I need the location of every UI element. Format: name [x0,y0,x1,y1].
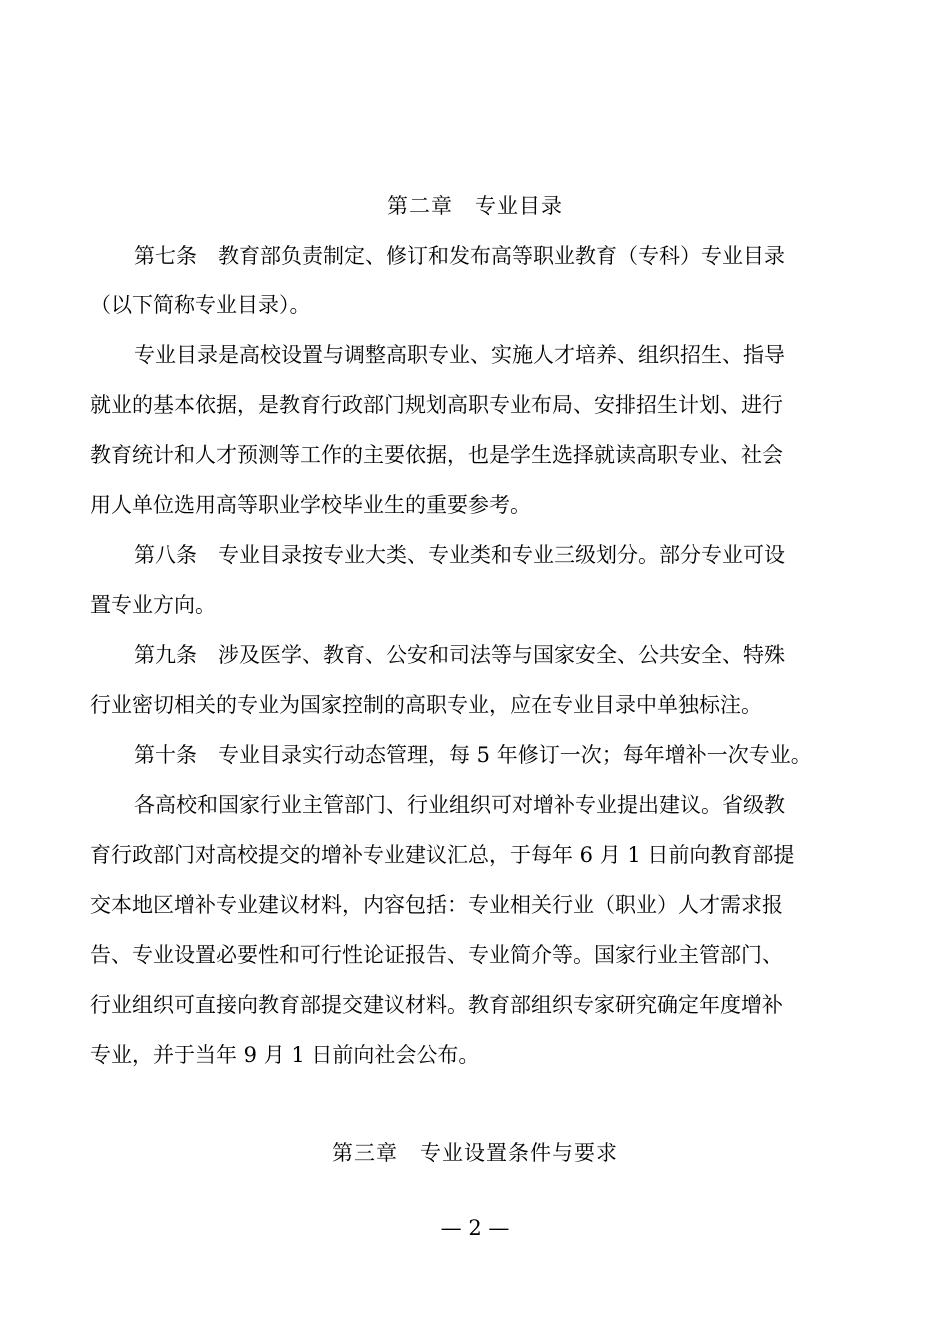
supplement-paragraph-line-5: 行业组织可直接向教育部提交建议材料。教育部组织专家研究确定年度增补 [90,993,783,1017]
chapter-3-heading: 第三章 专业设置条件与要求 [332,1141,618,1165]
chapter-2-heading: 第二章 专业目录 [387,194,563,218]
supplement-paragraph-line-3: 交本地区增补专业建议材料，内容包括：专业相关行业（职业）人才需求报 [90,893,783,917]
article-10-line-1: 第十条 专业目录实行动态管理，每 5 年修订一次；每年增补一次专业。 [134,743,812,767]
page-number: — 2 — [440,1216,510,1240]
catalog-paragraph-line-3: 教育统计和人才预测等工作的主要依据，也是学生选择就读高职专业、社会 [90,443,783,467]
catalog-paragraph-line-4: 用人单位选用高等职业学校毕业生的重要参考。 [90,493,531,517]
catalog-paragraph-line-2: 就业的基本依据，是教育行政部门规划高职专业布局、安排招生计划、进行 [90,393,783,417]
article-7-line-2: （以下简称专业目录）。 [90,293,311,317]
article-8-line-1: 第八条 专业目录按专业大类、专业类和专业三级划分。部分专业可设 [134,543,785,567]
article-8-line-2: 置专业方向。 [90,593,216,617]
article-7-line-1: 第七条 教育部负责制定、修订和发布高等职业教育（专科）专业目录 [134,244,785,268]
article-9-line-2: 行业密切相关的专业为国家控制的高职专业，应在专业目录中单独标注。 [90,693,762,717]
supplement-paragraph-line-4: 告、专业设置必要性和可行性论证报告、专业简介等。国家行业主管部门、 [90,943,783,967]
catalog-paragraph-line-1: 专业目录是高校设置与调整高职专业、实施人才培养、组织招生、指导 [134,343,785,367]
supplement-paragraph-line-2: 育行政部门对高校提交的增补专业建议汇总，于每年 6 月 1 日前向教育部提 [90,843,795,867]
article-9-line-1: 第九条 涉及医学、教育、公安和司法等与国家安全、公共安全、特殊 [134,643,785,667]
supplement-paragraph-line-1: 各高校和国家行业主管部门、行业组织可对增补专业提出建议。省级教 [134,793,785,817]
supplement-paragraph-line-6: 专业，并于当年 9 月 1 日前向社会公布。 [90,1043,480,1067]
